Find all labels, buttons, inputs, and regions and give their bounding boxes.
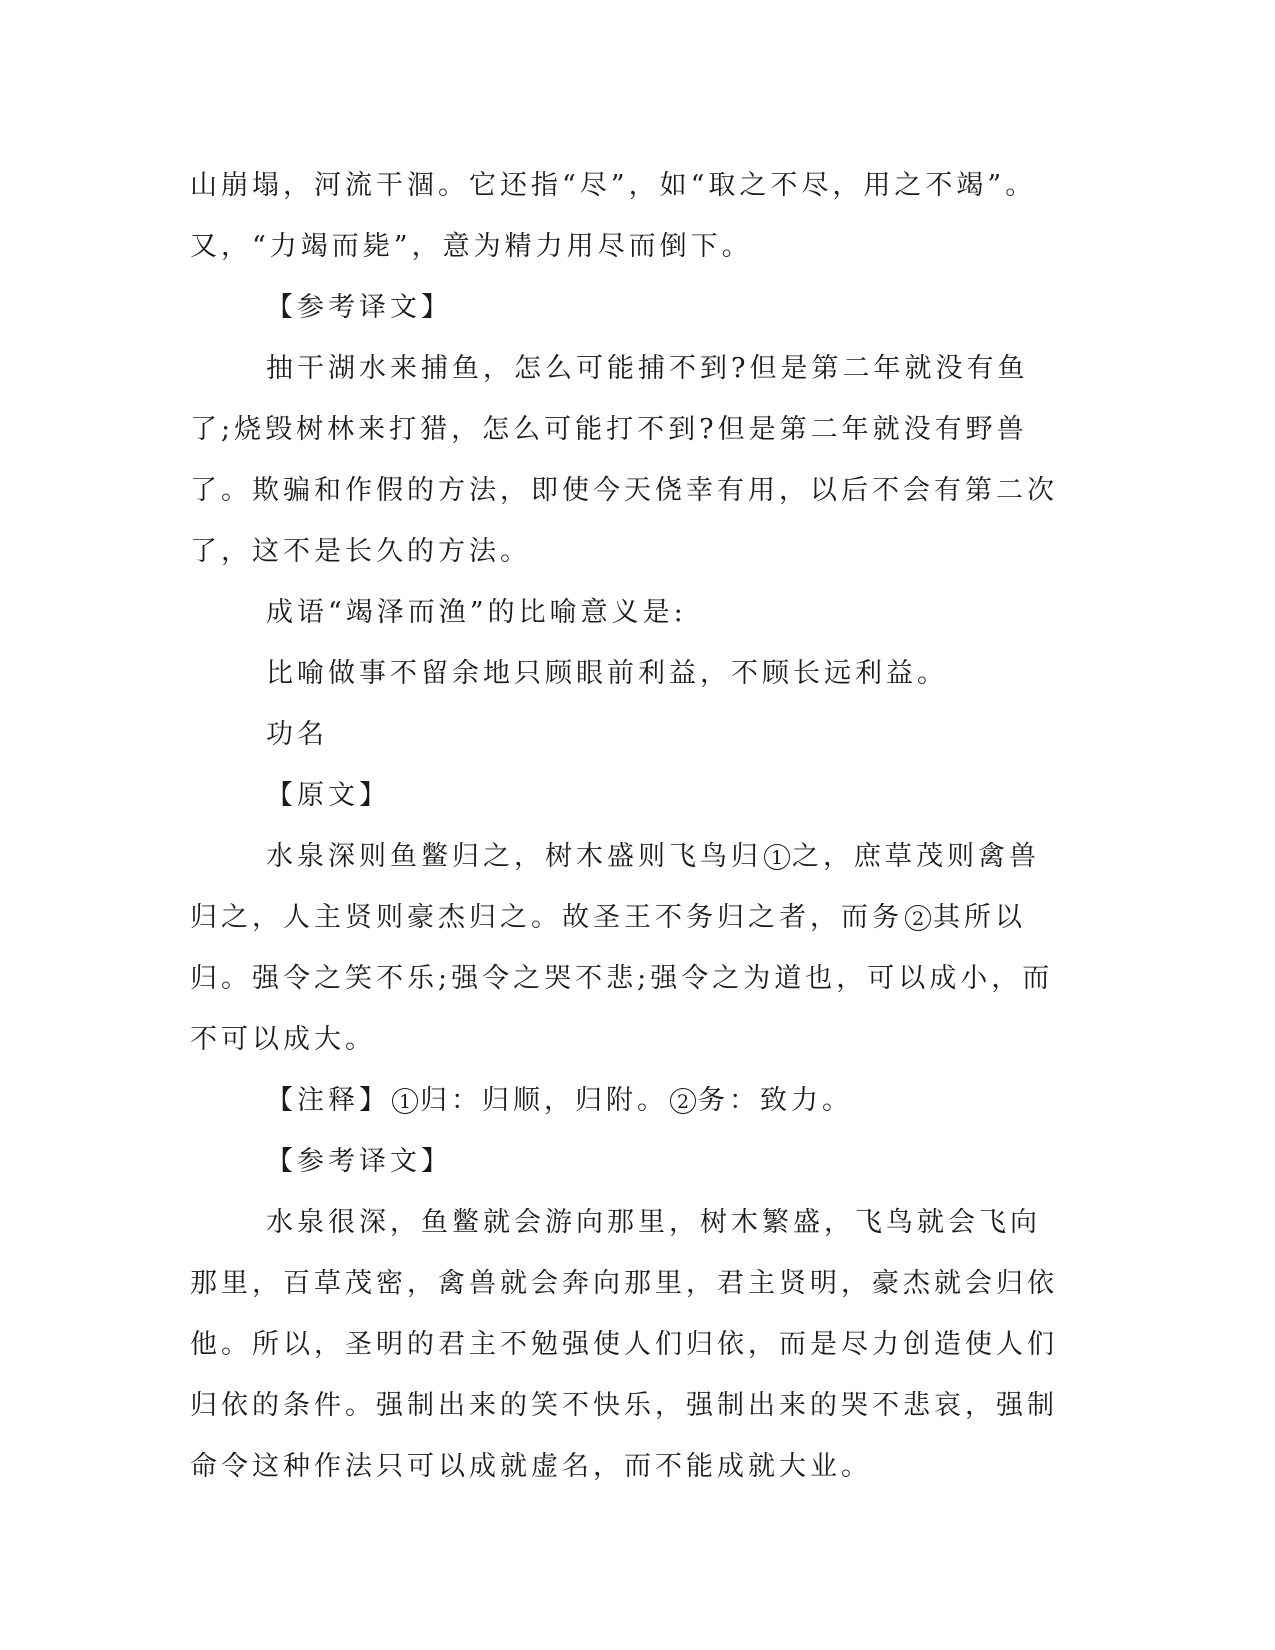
original-text-seg3: 其所以归。强令之笑不乐;强令之哭不悲;强令之为道也，可以成小，而不可以成大。 — [190, 902, 1054, 1055]
paragraph-translation-1: 抽干湖水来捕鱼，怎么可能捕不到?但是第二年就没有鱼了;烧毁树林来打猎，怎么可能打不到?但是第二年就没有野兽了。欺骗和作假的方法，即使今天侥幸有用，以后不会有第二次了，这不是长久的方法。 — [190, 353, 1058, 567]
footnote-marker-2: 2 — [905, 905, 931, 931]
note-2-text: 务：致力。 — [698, 1085, 853, 1116]
original-text-seg2: 之，庶草茂则禽兽归之，人主贤则豪杰归之。故圣王不务归之者，而务 — [190, 841, 1040, 933]
heading-reference-translation: 【参考译文】 — [266, 292, 452, 323]
paragraph-idiom-question: 成语“竭泽而渔”的比喻意义是: — [266, 597, 687, 628]
heading-original-text: 【原文】 — [266, 780, 390, 811]
paragraph-idiom-answer: 比喻做事不留余地只顾眼前利益，不顾长远利益。 — [266, 658, 948, 689]
note-1-text: 归：归顺，归附。 — [420, 1085, 668, 1116]
note-marker-1: 1 — [392, 1088, 418, 1114]
paragraph-translation-2: 水泉很深，鱼鳖就会游向那里，树木繁盛，飞鸟就会飞向那里，百草茂密，禽兽就会奔向那里，君主贤明，豪杰就会归依他。所以，圣明的君主不勉强使人们归依，而是尽力创造使人们归依的条件。强制出来的笑不快乐，强制出来的哭不悲哀，强制命令这种作法只可以成就虚名，而不能成就大业。 — [190, 1207, 1058, 1482]
heading-reference-translation-2: 【参考译文】 — [266, 1146, 452, 1177]
paragraph-original-text — [190, 826, 1070, 1070]
note-marker-2: 2 — [670, 1088, 696, 1114]
document-page — [190, 155, 1070, 1497]
original-text-seg1: 水泉深则鱼鳖归之，树木盛则飞鸟归 — [266, 841, 762, 872]
notes-heading: 【注释】 — [266, 1085, 390, 1116]
section-title: 功名 — [266, 719, 328, 750]
paragraph-continuation: 山崩塌，河流干涸。它还指“尽”，如“取之不尽，用之不竭”。又，“力竭而毙”，意为精力用尽而倒下。 — [190, 170, 1037, 262]
paragraph-notes — [190, 1070, 1070, 1131]
footnote-marker-1: 1 — [764, 844, 790, 870]
